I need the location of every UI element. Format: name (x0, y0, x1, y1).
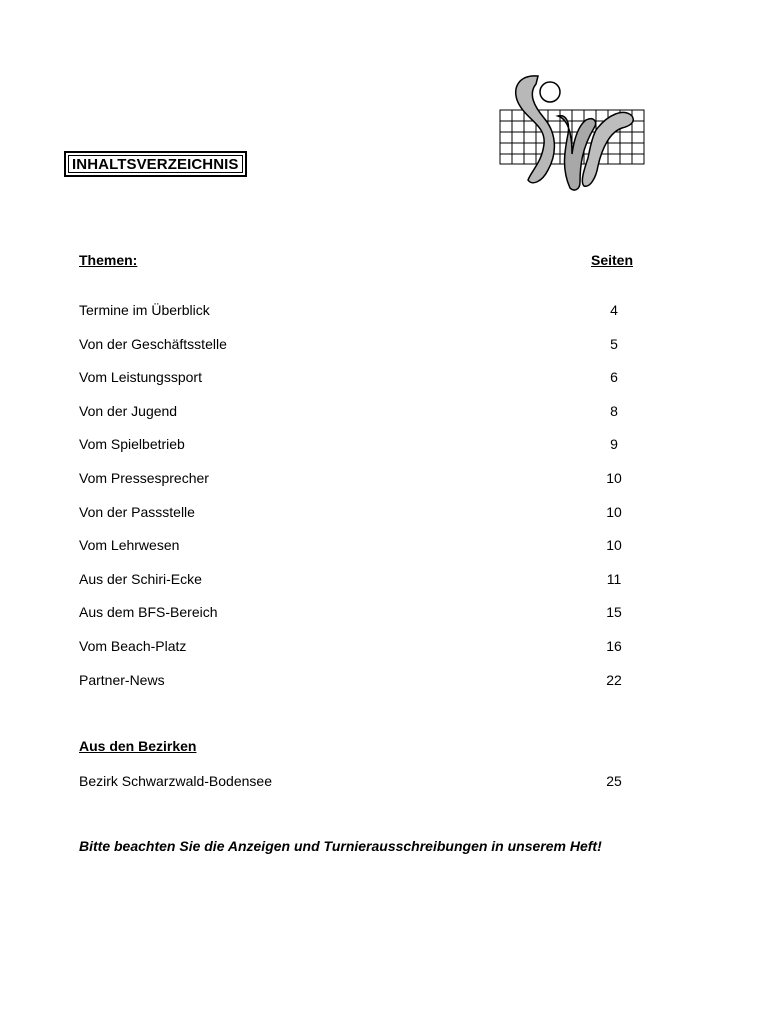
toc-page-number: 22 (606, 671, 622, 688)
toc-page-number: 6 (610, 369, 618, 386)
district-entry (79, 770, 639, 794)
toc-topic: Aus dem BFS-Bereich (79, 604, 218, 621)
toc-topic: Aus der Schiri-Ecke (79, 570, 202, 587)
toc-entry (79, 669, 639, 703)
page-title: INHALTSVERZEICHNIS (72, 155, 239, 173)
toc-entry (79, 366, 639, 400)
toc-topic: Vom Spielbetrieb (79, 436, 185, 453)
toc-page-number: 16 (606, 637, 622, 654)
ball-icon (540, 82, 560, 102)
toc-topic: Vom Pressesprecher (79, 469, 209, 486)
toc-list (79, 299, 639, 702)
toc-page-number: 25 (606, 773, 622, 789)
toc-topic: Bezirk Schwarzwald-Bodensee (79, 773, 272, 789)
toc-topic: Von der Geschäftsstelle (79, 335, 227, 352)
toc-page-number: 4 (610, 302, 618, 318)
topics-column-header: Themen: (79, 252, 138, 268)
pages-column-header: Seiten (591, 252, 634, 268)
toc-topic: Vom Leistungssport (79, 369, 202, 386)
toc-page-number: 11 (606, 570, 622, 587)
toc-topic: Von der Passstelle (79, 503, 195, 520)
toc-page-number: 8 (610, 402, 618, 419)
title-box-inner (68, 155, 243, 173)
toc-entry (79, 299, 639, 333)
volleyball-association-logo (498, 70, 648, 196)
toc-topic: Vom Beach-Platz (79, 637, 187, 654)
toc-entry (79, 635, 639, 669)
toc-page-number: 10 (606, 503, 622, 520)
toc-entry (79, 400, 639, 434)
toc-topic: Termine im Überblick (79, 302, 210, 318)
title-box (64, 151, 247, 177)
toc-topic: Partner-News (79, 671, 165, 688)
toc-topic: Vom Lehrwesen (79, 537, 180, 554)
toc-page-number: 9 (610, 436, 618, 453)
toc-page-number: 10 (606, 469, 622, 486)
toc-entry (79, 534, 639, 568)
toc-entry (79, 601, 639, 635)
toc-page-number: 5 (610, 335, 618, 352)
toc-topic: Von der Jugend (79, 402, 178, 419)
logo-graphic (498, 70, 648, 196)
toc-entry (79, 568, 639, 602)
toc-page-number: 15 (606, 604, 622, 621)
toc-page-number: 10 (606, 537, 622, 554)
footer-note: Bitte beachten Sie die Anzeigen und Turnierausschreibungen in unserem Heft! (79, 838, 602, 854)
districts-heading: Aus den Bezirken (79, 738, 197, 754)
toc-entry (79, 467, 639, 501)
toc-entry (79, 501, 639, 535)
toc-entry (79, 333, 639, 367)
toc-entry (79, 433, 639, 467)
